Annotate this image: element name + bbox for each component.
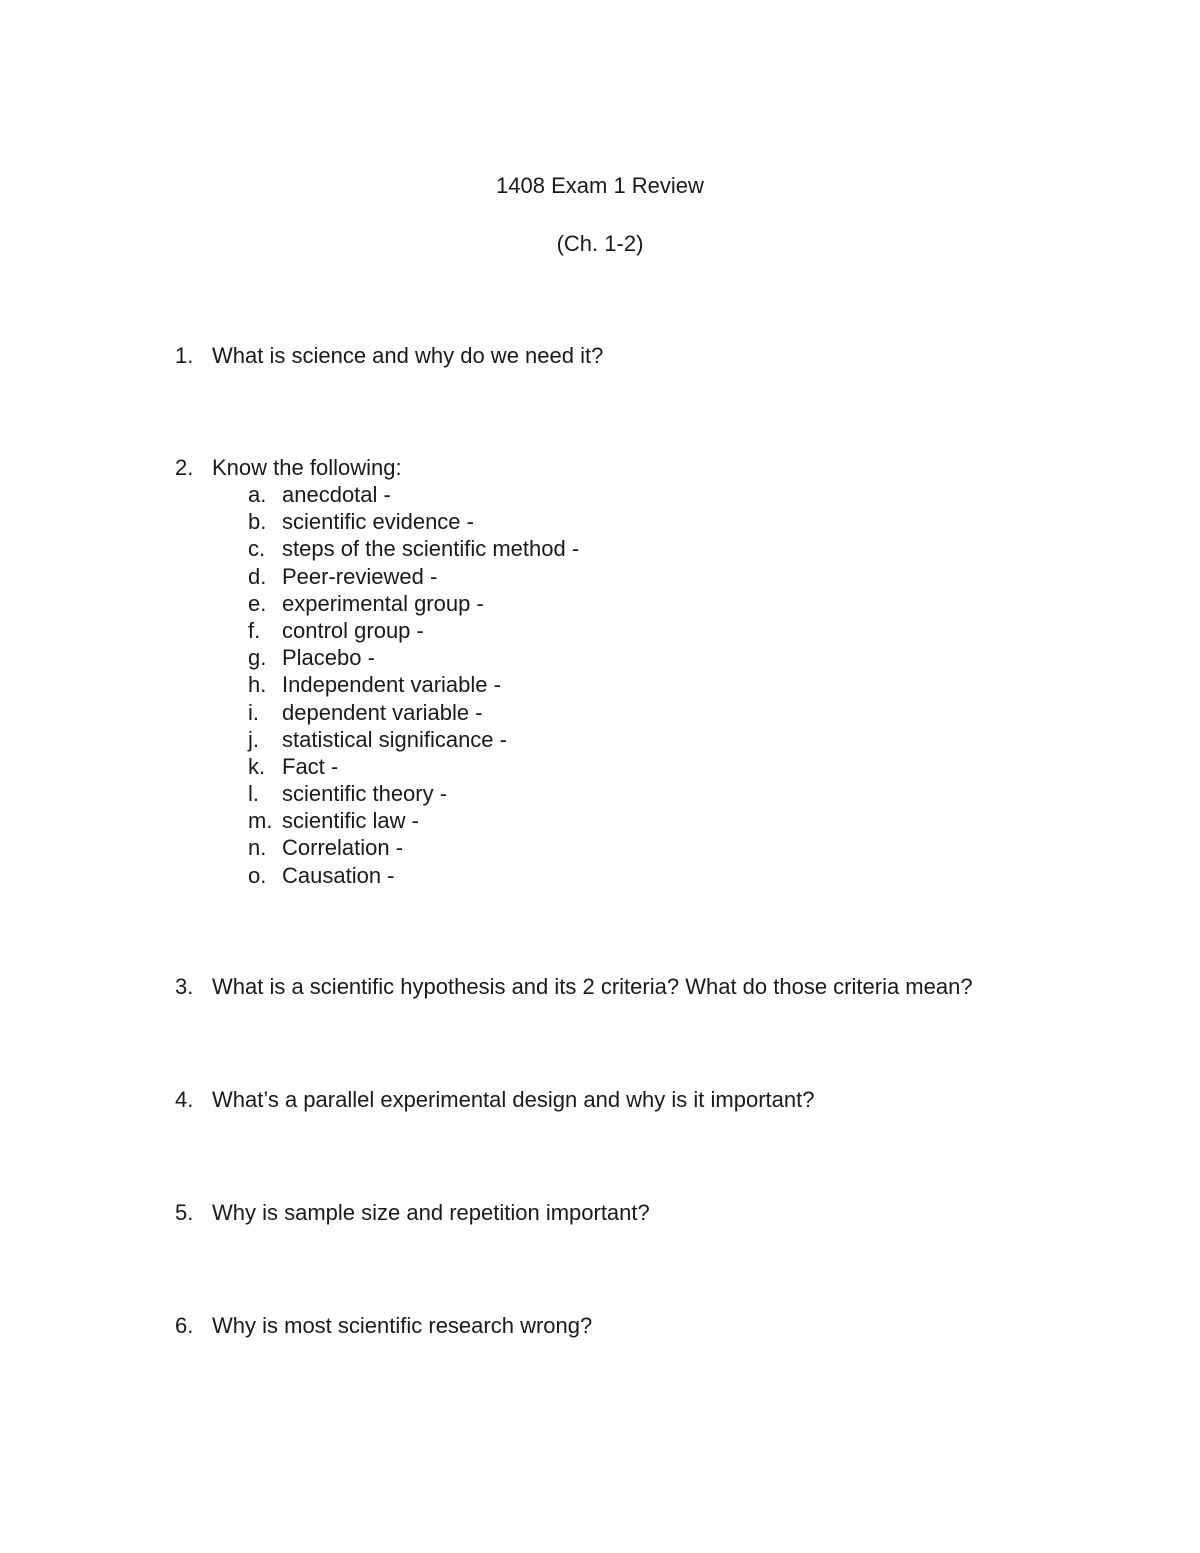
term-letter: l.: [248, 781, 259, 807]
term-text: Independent variable -: [282, 672, 501, 698]
term-text: anecdotal -: [282, 482, 391, 507]
list-item: [0, 727, 1200, 754]
term-letter: o.: [248, 862, 267, 888]
list-item: [0, 536, 1200, 563]
question-text: What is science and why do we need it?: [212, 343, 604, 368]
list-item: [0, 835, 1200, 862]
term-letter: h.: [248, 672, 267, 698]
question-text: What is a scientific hypothesis and its 2 criteria? What do those criteria mean?: [212, 974, 973, 999]
term-text: control group -: [282, 617, 424, 643]
list-item: [0, 700, 1200, 727]
term-text: scientific evidence -: [282, 509, 474, 535]
terms-list: [0, 482, 1200, 890]
term-letter: k.: [248, 753, 266, 779]
list-item: [0, 645, 1200, 672]
question-text: What’s a parallel experimental design and why is it important?: [212, 1087, 815, 1112]
term-letter: a.: [248, 482, 267, 507]
term-text: Peer-reviewed -: [282, 563, 438, 589]
list-item: [0, 618, 1200, 645]
list-item: [0, 482, 1200, 509]
term-letter: b.: [248, 509, 267, 535]
list-item: [0, 781, 1200, 808]
term-text: scientific law -: [282, 808, 419, 834]
term-letter: e.: [248, 590, 267, 616]
term-text: dependent variable -: [282, 699, 483, 725]
term-letter: i.: [248, 699, 259, 725]
question-number: 5.: [175, 1200, 194, 1225]
term-letter: f.: [248, 617, 261, 643]
question-text: Why is sample size and repetition important?: [212, 1200, 650, 1225]
term-text: Fact -: [282, 753, 339, 779]
question-number: 3.: [175, 974, 194, 999]
question-text: Why is most scientific research wrong?: [212, 1313, 593, 1338]
question-number: 4.: [175, 1087, 194, 1112]
list-item: [0, 564, 1200, 591]
term-text: Placebo -: [282, 645, 375, 671]
question-number: 1.: [175, 343, 194, 368]
term-text: experimental group -: [282, 590, 484, 616]
list-item: [0, 591, 1200, 618]
question-number: 6.: [175, 1313, 194, 1338]
term-text: Causation -: [282, 862, 395, 888]
term-text: scientific theory -: [282, 781, 448, 807]
term-letter: m.: [248, 808, 273, 834]
document-title: 1408 Exam 1 Review: [496, 173, 704, 198]
term-letter: d.: [248, 563, 267, 589]
question-number: 2.: [175, 455, 194, 480]
term-letter: n.: [248, 835, 267, 861]
list-item: [0, 509, 1200, 536]
list-item: [0, 672, 1200, 699]
list-item: [0, 754, 1200, 781]
term-letter: j.: [248, 726, 259, 752]
list-item: [0, 808, 1200, 835]
term-text: statistical significance -: [282, 726, 507, 752]
question-text: Know the following:: [212, 455, 402, 480]
term-text: steps of the scientific method -: [282, 536, 580, 562]
list-item: [0, 863, 1200, 890]
term-text: Correlation -: [282, 835, 404, 861]
document-subtitle: (Ch. 1-2): [556, 231, 644, 256]
term-letter: c.: [248, 536, 266, 562]
term-letter: g.: [248, 645, 267, 671]
